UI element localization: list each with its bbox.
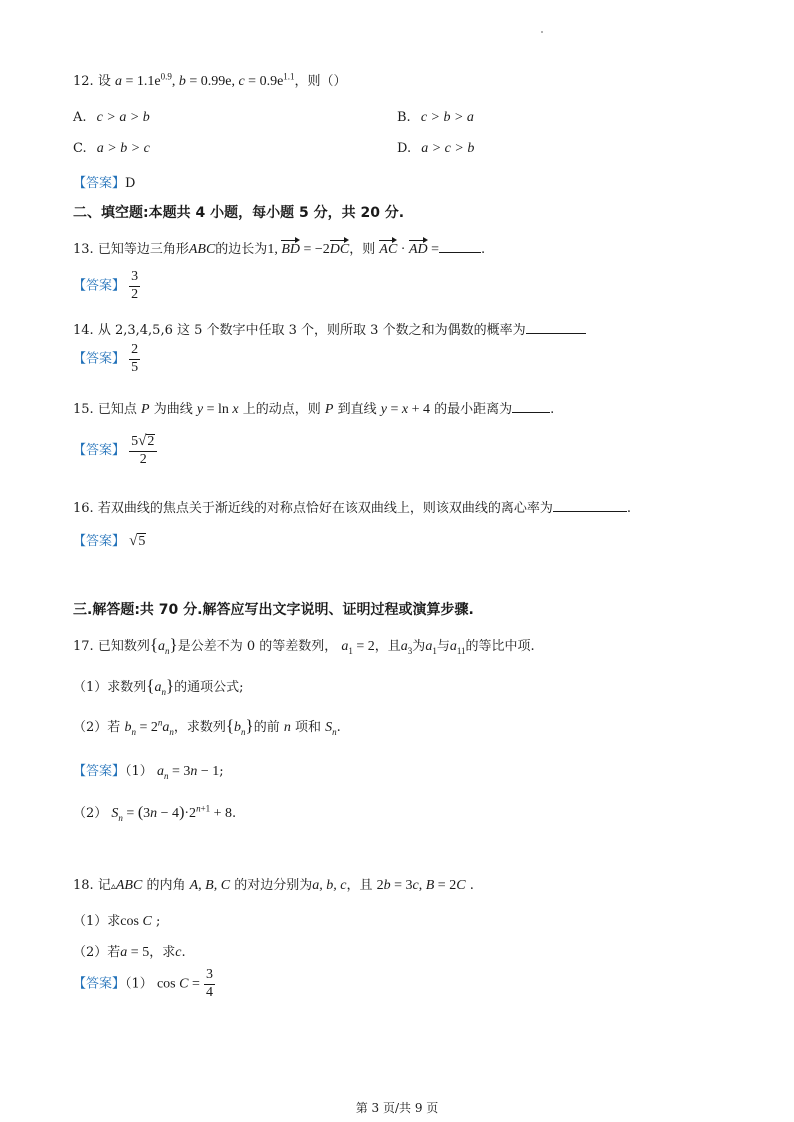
variable-c: c [175,945,182,960]
term-a1: $a_1$ [425,639,437,656]
question-text: 的边长为 [215,242,268,257]
denominator: 5 [131,359,139,375]
answer-16 [73,530,146,550]
punctuation: . [481,242,486,257]
question-text: 项和 [295,720,322,735]
angle-list: A, B, C [189,878,231,893]
question-text: 已知数列 [97,639,150,654]
question-17-part-1 [73,676,244,696]
option-d [397,141,474,157]
fill-blank[interactable] [439,240,481,253]
question-text: 已知等边三角形 [97,242,189,257]
question-text: 已知点 [97,402,137,417]
punctuation: ; [155,914,161,929]
denominator: 4 [206,984,213,1000]
question-18-part-2 [73,941,186,961]
answer-expression: $S_n = (3n - 4)\cdot 2^{n+1} + 8$ [111,803,233,823]
question-17 [73,635,535,655]
point-name: P [140,402,150,417]
term-a11: $a_{11}$ [449,639,466,656]
option-label: B. [397,110,411,125]
part-label: （1） [73,680,108,695]
answer-17-part-2 [73,802,236,822]
punctuation: . [469,878,474,893]
curve-equation: y = ln x [196,402,239,417]
sqrt-symbol: √ 2 [138,433,155,450]
option-b [397,110,474,126]
question-number: 18. [73,878,94,893]
denominator: 2 [131,286,139,302]
answer-fraction [129,270,140,302]
question-14 [73,319,586,338]
question-expression: a = 5 [120,945,150,960]
answer-tag: 【答案】 [73,764,126,779]
answer-fraction [129,434,157,467]
option-label: A. [73,110,87,125]
question-16 [73,497,631,516]
question-number: 14. [73,323,94,338]
question-expression: AC · AD = [379,242,439,257]
section-heading-2: 二、填空题:本题共 4 小题，每小题 5 分，共 20 分. [73,205,405,221]
question-text: 若 [107,945,121,960]
answer-18-part-1 [73,968,215,1000]
question-condition: $a = 1.1e^{0.9}$, b = 0.99e, $c = 0.9e^{1.1}$ [114,71,295,89]
answer-tag: 【答案】 [73,351,126,367]
option-a [73,110,150,126]
punctuation: . [336,720,341,735]
question-text: 从 2,3,4,5,6 这 5 个数字中任取 3 个，则所取 3 个数之和为偶数的概率为 [97,323,526,338]
question-text: 的等比中项. [465,639,535,654]
part-label: （1） [73,914,108,929]
page-speck [541,31,543,33]
punctuation: . [181,945,186,960]
part-label: （2） [73,720,108,735]
fill-blank[interactable] [512,400,550,413]
question-13 [73,238,485,258]
question-text: 的对边分别为 [234,878,313,893]
question-text: 求数列 [107,680,147,695]
question-number: 12. [73,74,94,89]
question-text: 到直线 [337,402,377,417]
fill-blank[interactable] [553,499,627,512]
answer-expression: $a_n = 3n - 1$ [156,764,220,781]
answer-17-part-1 [73,760,224,780]
option-value: a > c > b [421,141,475,156]
numerator: 2 [129,343,140,360]
option-c [73,141,150,157]
sequence-a: $\{a_n\}$ [146,676,175,697]
answer-tag: 【答案】 [73,534,126,549]
sum-sn: $S_n$ [325,720,337,737]
radicand: 5 [138,534,146,549]
answer-fraction [204,968,215,1000]
question-12 [73,70,347,90]
punctuation: . [626,501,631,516]
question-18 [73,874,474,894]
line-equation: y = x + 4 [380,402,430,417]
option-label: C. [73,141,87,156]
punctuation: . [550,402,555,417]
answer-tag: 【答案】 [73,176,126,191]
question-text: 的通项公式; [174,680,244,695]
denominator: 2 [139,451,147,467]
variable-n: n [283,720,291,735]
point-name: P [324,402,334,417]
question-expression: cos C [120,914,152,929]
section-heading-3: 三.解答题:共 70 分.解答应写出文字说明、证明过程或演算步骤. [73,602,474,618]
part-label: （2） [73,945,108,960]
question-number: 16. [73,501,94,516]
question-text: 与 [436,639,450,654]
question-18-part-1 [73,910,160,930]
answer-15 [73,434,157,467]
triangle-name: ▵ABC [110,878,143,893]
numerator: 3 [129,270,140,287]
question-text: ，求数列 [173,720,226,735]
sequence-b: $\{b_n\}$ [225,716,254,737]
question-text: ，且 [374,639,401,654]
question-text: ，求 [149,945,176,960]
question-number: 17. [73,639,94,654]
question-text: 为 [412,639,426,654]
punctuation: ; [219,764,224,779]
question-text: 求 [107,914,121,929]
answer-13 [73,270,140,302]
sqrt-symbol: √ 5 [129,533,146,549]
part-label: （2） [73,806,108,821]
question-text: 上的动点，则 [242,402,321,417]
question-text: 若双曲线的焦点关于渐近线的对称点恰好在该双曲线上，则该双曲线的离心率为 [97,501,553,516]
answer-value: D [125,176,136,191]
question-15 [73,398,554,418]
answer-tag: 【答案】 [73,443,126,459]
question-number: 15. [73,402,94,417]
question-text: 设 [97,74,111,89]
fill-blank[interactable] [526,321,586,334]
question-text: ，且 [346,878,373,893]
answer-12 [73,172,135,191]
answer-expression: cos C = [156,976,200,992]
answer-14 [73,343,140,375]
question-text: 若 [107,720,121,735]
radicand: 2 [147,434,155,450]
question-text: 的最小距离为 [434,402,513,417]
answer-tag: 【答案】 [73,976,126,992]
question-text: 的前 [253,720,280,735]
question-condition: 2b = 3c, B = 2C [376,878,466,893]
option-value: c > b > a [420,110,474,125]
option-value: a > b > c [96,141,150,156]
first-term: $a_1 = 2$ [341,639,375,656]
coefficient: 5 [131,434,139,449]
answer-tag: 【答案】 [73,278,126,294]
part-label: （1） [125,976,153,992]
answer-fraction [129,343,140,375]
option-label: D. [397,141,412,156]
side-list: a, b, c [312,878,347,893]
option-value: c > a > b [96,110,150,125]
question-17-part-2 [73,716,341,736]
page-footer: 第 3 页/共 9 页 [355,1101,439,1115]
question-number: 13. [73,242,94,257]
term-a3: $a_3$ [400,639,413,656]
punctuation: . [232,806,237,821]
sequence-b-definition: $b_n = 2^na_n$ [124,717,174,737]
numerator: 3 [204,968,215,985]
triangle-name: ABC [188,242,216,257]
question-text: 记 [97,878,111,893]
question-condition: 1, BD = −2DC [267,242,349,257]
question-text: 是公差不为 0 的等差数列， [177,639,338,654]
part-label: （1） [125,764,153,779]
sequence-a: $\{a_n\}$ [149,635,178,656]
numerator [129,434,157,452]
question-text: 为曲线 [153,402,193,417]
question-text: 的内角 [146,878,186,893]
question-text: ，则（） [294,74,347,89]
question-text: ，则 [349,242,376,257]
